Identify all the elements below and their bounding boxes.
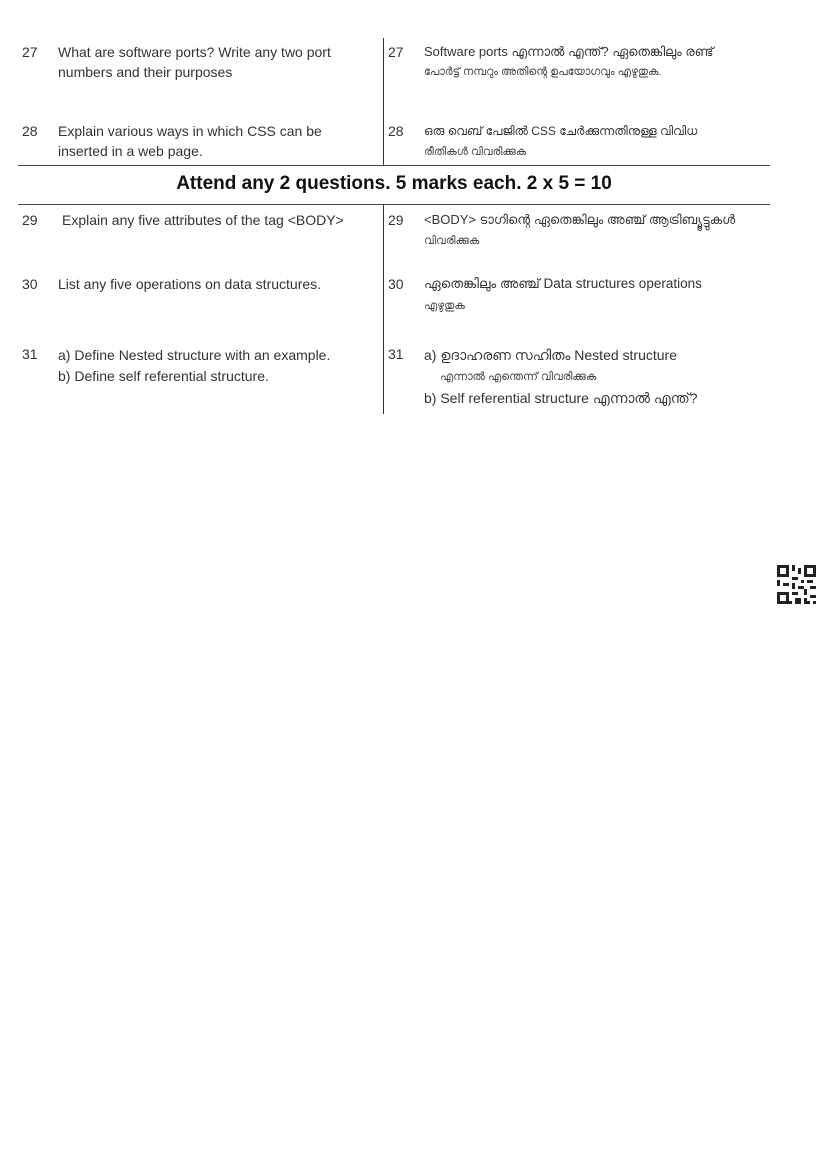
ml-question-number: 30 [388,276,404,292]
ml-question-text-line3: b) Self referential structure എന്നാൽ എന്ത്? [424,390,698,406]
ml-question-number: 29 [388,212,404,228]
ml-question-text-line1: <BODY> ടാഗിന്റെ ഏതെങ്കിലും അഞ്ച് ആട്രിബ്യൂട്ടുകൾ [424,212,736,227]
question-number: 28 [22,123,38,139]
question-number: 31 [22,346,38,362]
question-text-line1: List any five operations on data structures. [58,276,322,292]
question-text-line2: numbers and their purposes [58,64,233,80]
ml-question-text-line2: എഴുതുക [424,300,465,312]
ml-question-text-line2: രീതികൾ വിവരിക്കുക [424,146,527,158]
qr-code-icon [777,565,816,604]
question-number: 27 [22,44,38,60]
ml-question-text-line1: Software ports എന്നാൽ എന്ത്? ഏതെങ്കിലും രണ്ട് [424,44,714,59]
ml-question-text-line2: വിവരിക്കുക [424,235,480,247]
question-number: 30 [22,276,38,292]
question-text-line1: Explain various ways in which CSS can be [58,123,322,139]
section-heading: Attend any 2 questions. 5 marks each. 2 x 5 = 10 [176,173,612,194]
ml-question-text-line1: a) ഉദാഹരണ സഹിതം Nested structure [424,347,677,363]
question-text-line1: a) Define Nested structure with an example. [58,347,331,363]
ml-question-number: 31 [388,346,404,362]
column-divider-top [383,38,384,165]
ml-question-text-line1: ഒരു വെബ് പേജിൽ CSS ചേർക്കുന്നതിനുള്ള വിവിധ [424,124,698,138]
ml-question-number: 28 [388,123,404,139]
question-text-line1: What are software ports? Write any two port [58,44,331,60]
ml-question-number: 27 [388,44,404,60]
ml-question-text-line1: ഏതെങ്കിലും അഞ്ച് Data structures operations [424,276,702,291]
question-number: 29 [22,212,38,228]
ml-question-text-line2: എന്നാൽ എന്തെന്ന് വിവരിക്കുക [440,371,597,383]
section-rule-top [18,165,770,166]
column-divider-bottom [383,205,384,414]
question-text-line2: inserted in a web page. [58,143,203,159]
question-text-line2: b) Define self referential structure. [58,368,269,384]
question-text-line1: Explain any five attributes of the tag <BODY> [62,212,344,228]
ml-question-text-line2: പോർട്ട് നമ്പറും അതിന്റെ ഉപയോഗവും എഴുതുക. [424,66,662,78]
section-rule-bottom [18,204,770,205]
